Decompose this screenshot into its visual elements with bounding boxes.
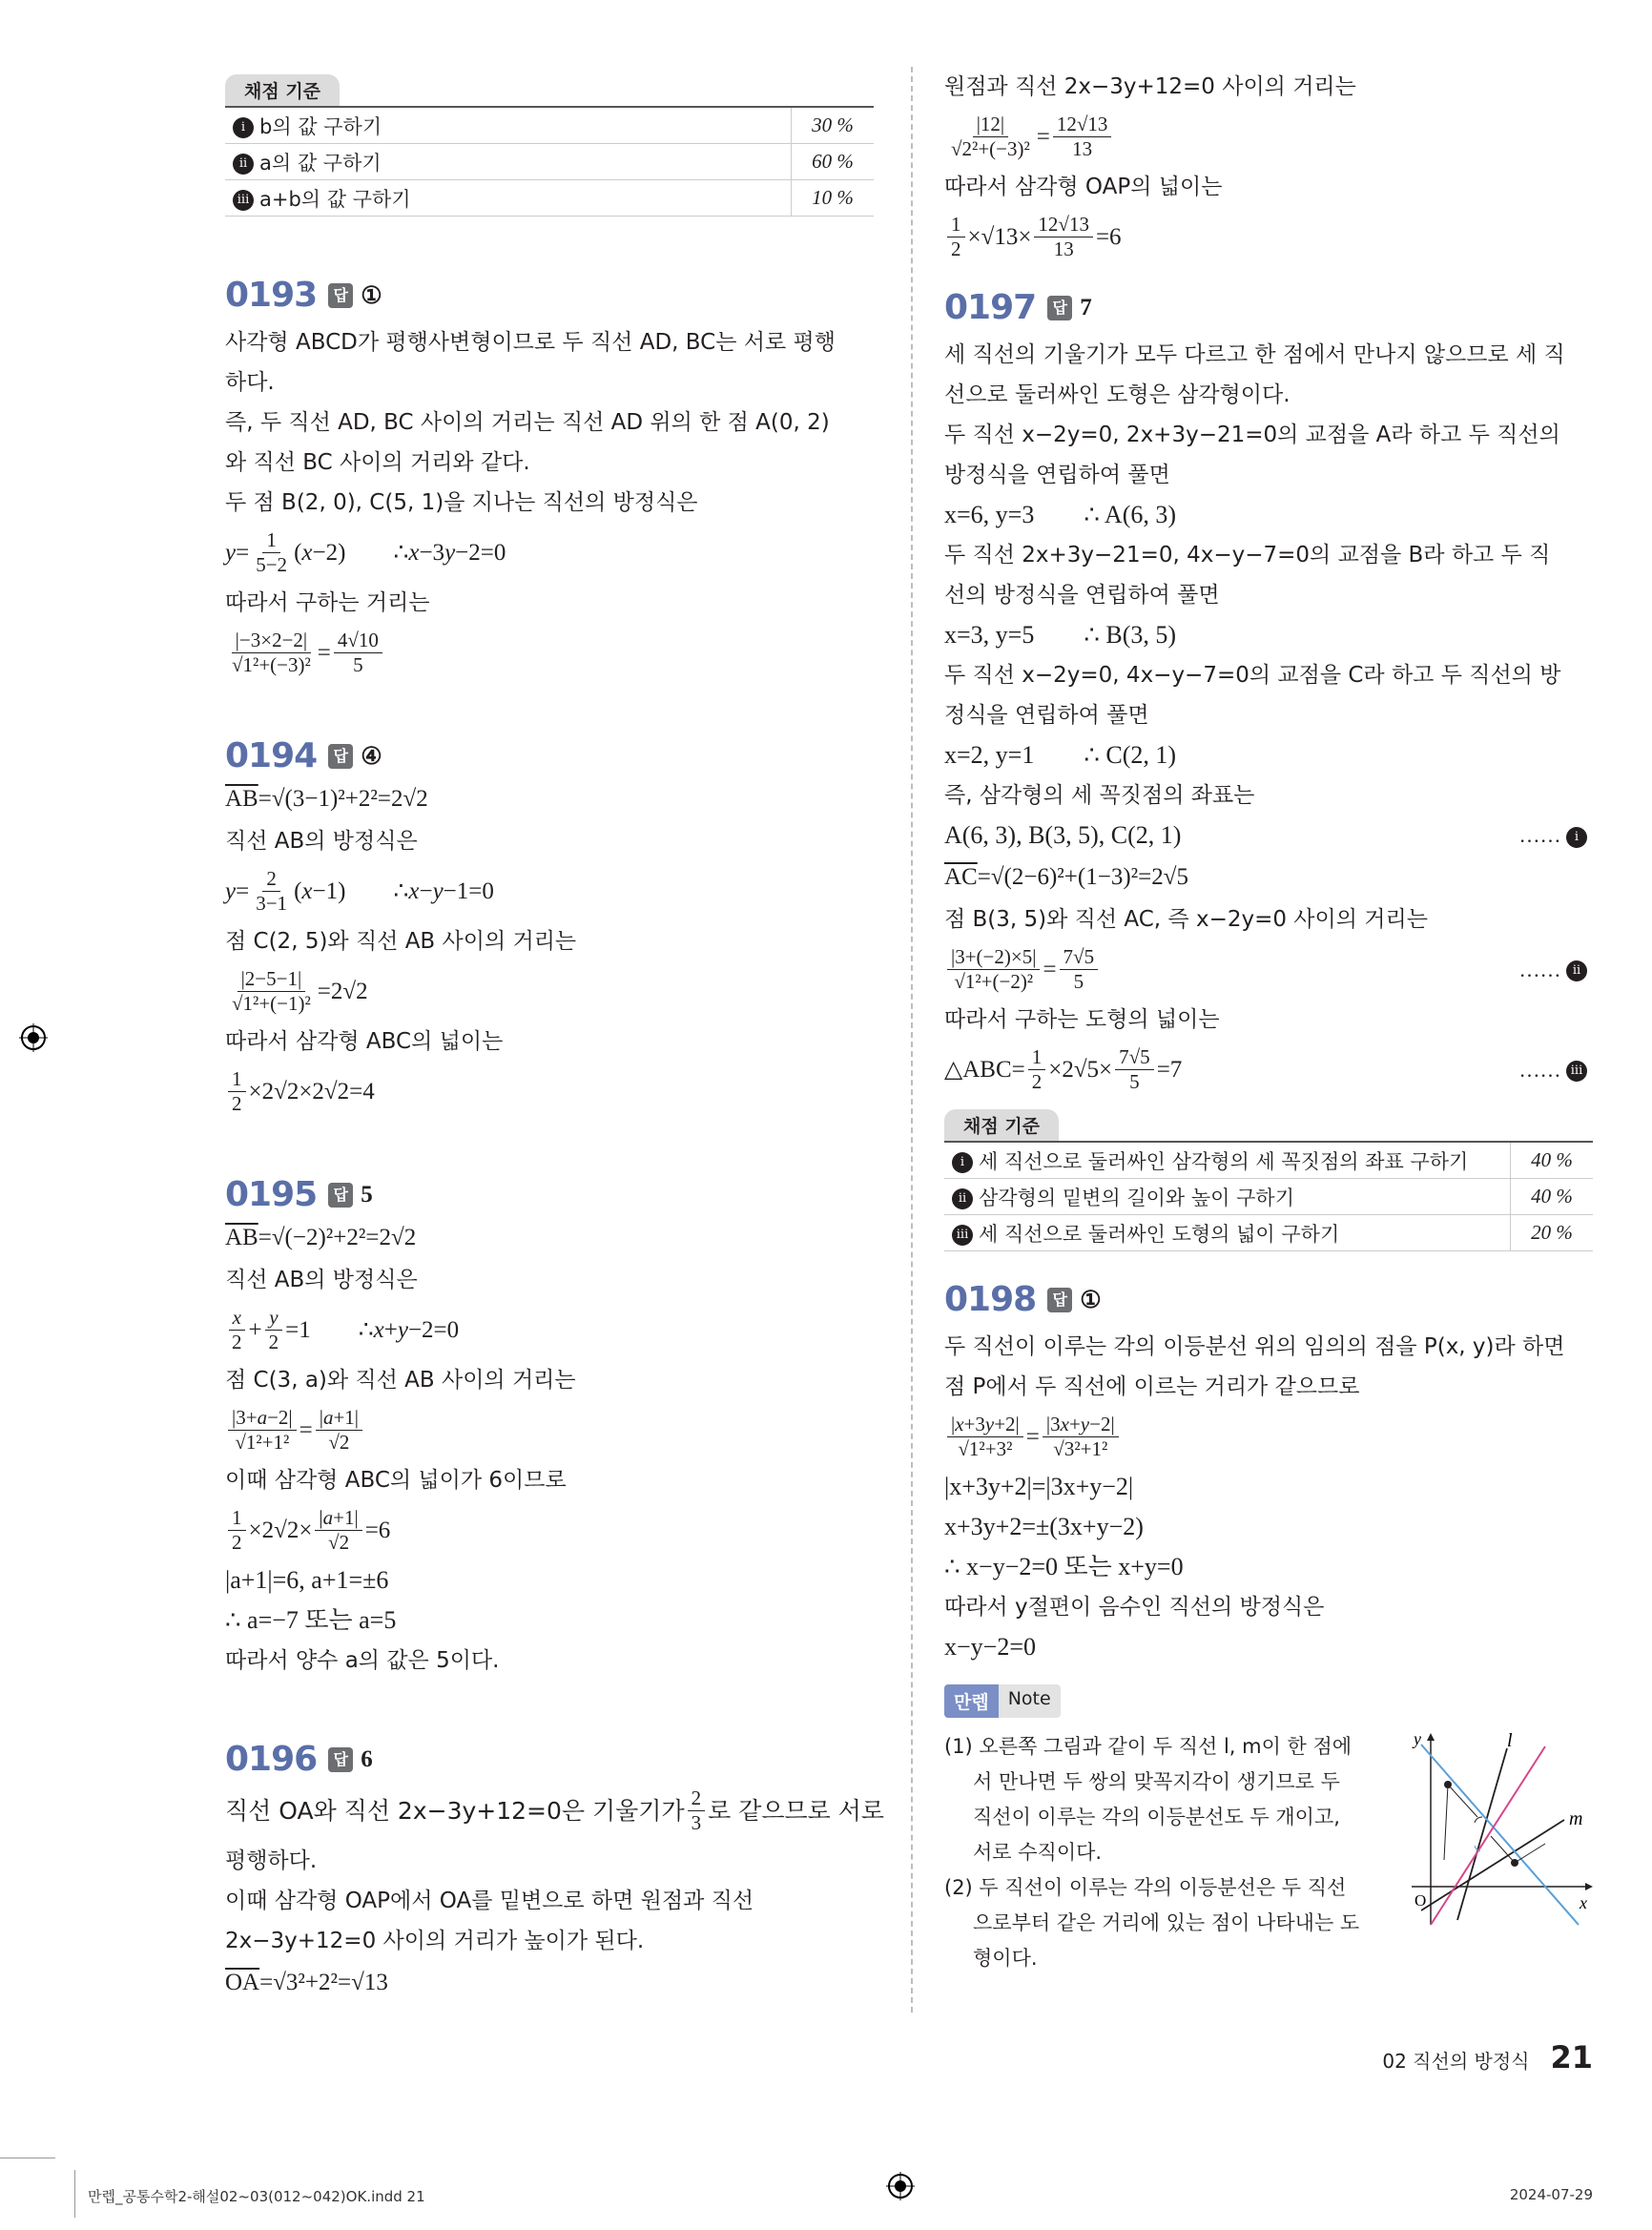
text-line: 즉, 삼각형의 세 꼭짓점의 좌표는 [944, 783, 1255, 808]
answer-value: 6 [361, 1745, 373, 1772]
math-line: $\frac{x}{2}$ + $\frac{y}{2}$ =1 ∴ x + y −2=0 [225, 1306, 874, 1354]
text-line: 방정식을 연립하여 풀면 [944, 463, 1170, 487]
text-line: 평행하다. [225, 1848, 318, 1873]
criterion-text: 삼각형의 밑변의 길이와 높이 구하기 [979, 1186, 1294, 1209]
text-line: 선의 방정식을 연립하여 풀면 [944, 583, 1220, 608]
math-line: $\frac{|-3\times 2-2|}{\text{√1²+(−3)²}}$ = $\frac{4√10}{5}$ [225, 629, 874, 677]
circled-ii-icon: ii [233, 154, 254, 175]
text-line: x=2, y=1 ∴ C(2, 1) [944, 741, 1177, 769]
print-date: 2024-07-29 [1509, 2186, 1593, 2203]
text-line: 따라서 삼각형 OAP의 넓이는 [944, 175, 1223, 199]
text-line: 점 C(3, a)와 직선 AB 사이의 거리는 [225, 1368, 576, 1393]
page-footer [1382, 2039, 1593, 2075]
print-file-info: 만렙_공통수학2-해설02~03(012~042)OK.indd 21 [88, 2188, 425, 2205]
answer-label: 답 [328, 283, 353, 308]
math-line: $\frac{|12|}{\text{√2²+(−3)²}}$ = $\frac{12√13}{13}$ [944, 113, 1593, 161]
math-line: $\frac{|x+3y+2|}{\text{√1²+3²}}$ = $\frac{|3x+y-2|}{\text{√3²+1²}}$ [944, 1413, 1593, 1461]
text-line: 직선 AB의 방정식은 [225, 1268, 418, 1292]
note-tag [944, 1684, 1061, 1718]
dots: …… [1518, 957, 1561, 981]
vertex-coordinates: A(6, 3), B(3, 5), C(2, 1) [944, 821, 1182, 849]
text-line: 즉, 두 직선 AD, BC 사이의 거리는 직선 AD 위의 한 점 A(0, 2) [225, 410, 830, 435]
scoring-table-1 [225, 74, 874, 217]
criterion-pct: 20 % [1511, 1215, 1594, 1251]
problem-header-0196 [225, 1740, 874, 1779]
circled-ii-icon: ii [1566, 960, 1587, 981]
text-line: 따라서 양수 a의 값은 5이다. [225, 1648, 500, 1673]
text-segment: 직선 OA와 직선 2x−3y+12=0은 기울기가 [225, 1796, 685, 1825]
math-line: y = $\frac{1}{5-2}$ ( x −2) ∴ x −3 y −2=0 [225, 528, 506, 576]
math-line: $\overline{AB}$ =√(3−1)²+2²=2√2 [225, 786, 428, 812]
text-line: 사각형 ABCD가 평행사변형이므로 두 직선 AD, BC는 서로 평행 [225, 330, 836, 355]
answer-label: 답 [328, 744, 353, 769]
crop-mark [74, 2170, 75, 2218]
text-line: 따라서 삼각형 ABC의 넓이는 [225, 1029, 504, 1054]
dots: …… [1518, 1057, 1561, 1082]
answer-value: ④ [361, 743, 382, 770]
note-paragraph: (2) 두 직선이 이루는 각의 이등분선은 두 직선으로부터 같은 거리에 있는 점이 나타내는 도형이다. [944, 1876, 1360, 1970]
answer-label: 답 [328, 1747, 353, 1772]
math-line: $\overline{OA}$ =√3²+2²=√13 [225, 1970, 388, 1995]
math-line: △ABC= $\frac{1}{2}$ ×2√5× $\frac{7√5}{5}$ =7 …… iii [944, 1045, 1593, 1094]
math-line: 직선 OA와 직선 2x−3y+12=0은 기울기가 $\frac{2}{3}$ 로 같으므로 서로 [225, 1786, 885, 1834]
table-row [225, 107, 874, 144]
text-line: 따라서 구하는 거리는 [225, 590, 430, 615]
criterion-text: b의 값 구하기 [259, 114, 382, 138]
answer-value: 5 [361, 1181, 373, 1208]
text-line: 직선 AB의 방정식은 [225, 829, 418, 854]
problem-header-0193 [225, 276, 874, 315]
criterion-text: 세 직선으로 둘러싸인 도형의 넓이 구하기 [979, 1222, 1340, 1246]
column-divider [911, 67, 913, 2013]
text-line: 두 직선 x−2y=0, 2x+3y−21=0의 교점을 A라 하고 두 직선의 [944, 423, 1560, 447]
registration-mark-bottom [886, 2172, 915, 2200]
origin-label: O [1415, 1891, 1427, 1910]
problem-number: 0198 [944, 1280, 1037, 1319]
text-segment: 로 같으므로 서로 [708, 1796, 885, 1825]
math-line: y = $\frac{2}{3-1}$ ( x −1) ∴ x − y −1=0 [225, 867, 494, 915]
scoring-title: 채점 기준 [944, 1109, 1059, 1141]
criterion-pct: 60 % [792, 144, 875, 180]
criterion-text: a+b의 값 구하기 [259, 187, 411, 211]
angle-bisector-figure [1402, 1729, 1593, 1930]
answer-value: ① [361, 282, 382, 309]
problem-header-0194 [225, 736, 874, 775]
note-tag-label: Note [999, 1684, 1061, 1718]
text-line: 두 직선 x−2y=0, 4x−y−7=0의 교점을 C라 하고 두 직선의 방 [944, 663, 1561, 688]
answer-label: 답 [1047, 1288, 1072, 1312]
text-line: 두 점 B(2, 0), C(5, 1)을 지나는 직선의 방정식은 [225, 490, 698, 515]
criterion-pct: 40 % [1511, 1179, 1594, 1215]
text-line: x−y−2=0 [944, 1633, 1036, 1661]
text-line: 원점과 직선 2x−3y+12=0 사이의 거리는 [944, 74, 1356, 99]
text-line: |a+1|=6, a+1=±6 [225, 1566, 389, 1594]
answer-label: 답 [328, 1183, 353, 1208]
answer-label: 답 [1047, 296, 1072, 320]
y-axis-label: y [1414, 1729, 1421, 1748]
math-line: $\frac{1}{2}$ ×2√2×2√2=4 [225, 1067, 874, 1116]
text-line: 따라서 구하는 도형의 넓이는 [944, 1007, 1220, 1032]
note-box [944, 1729, 1593, 1976]
text-line: 두 직선 2x+3y−21=0, 4x−y−7=0의 교점을 B라 하고 두 직 [944, 543, 1551, 568]
left-column [225, 67, 885, 2005]
problem-header-0197 [944, 288, 1593, 327]
line-l-label: l [1507, 1730, 1513, 1751]
page-number: 21 [1550, 2039, 1593, 2075]
x-axis-label: x [1580, 1893, 1587, 1912]
text-line: x+3y+2=±(3x+y−2) [944, 1513, 1144, 1540]
table-row [944, 1179, 1593, 1215]
math-line: $\overline{AC}$ =√(2−6)²+(1−3)²=2√5 [944, 864, 1188, 890]
math-line: $\frac{1}{2}$ ×2√2× $\frac{|a+1|}{√2}$ =6 [225, 1506, 874, 1555]
circled-iii-icon: iii [233, 190, 254, 211]
table-row [225, 180, 874, 217]
problem-number: 0193 [225, 276, 318, 315]
note-paragraph: (1) 오른쪽 그림과 같이 두 직선 l, m이 한 점에서 만나면 두 쌍의 맞꼭지각이 생기므로 두 직선이 이루는 각의 이등분선도 두 개이고, 서로 수직이다. [944, 1735, 1353, 1864]
circled-iii-icon: iii [952, 1225, 973, 1246]
text-line: 점 B(3, 5)와 직선 AC, 즉 x−2y=0 사이의 거리는 [944, 907, 1428, 932]
right-column [944, 67, 1593, 1976]
problem-number: 0196 [225, 1740, 318, 1779]
problem-header-0198 [944, 1280, 1593, 1319]
criterion-text: 세 직선으로 둘러싸인 삼각형의 세 꼭짓점의 좌표 구하기 [979, 1149, 1469, 1173]
criterion-text: a의 값 구하기 [259, 151, 382, 175]
text-line: 두 직선이 이루는 각의 이등분선 위의 임의의 점을 P(x, y)라 하면 [944, 1334, 1565, 1359]
text-line: 이때 삼각형 OAP에서 OA를 밑변으로 하면 원점과 직선 [225, 1889, 754, 1913]
text-line: ∴ x−y−2=0 또는 x+y=0 [944, 1553, 1184, 1580]
dots: …… [1518, 823, 1561, 847]
math-line: $\frac{|3+(-2)\times 5|}{\text{√1²+(−2)²}}$ = $\frac{7√5}{5}$ …… ii [944, 945, 1593, 994]
criterion-pct: 30 % [792, 107, 875, 144]
section-title: 02 직선의 방정식 [1382, 2050, 1530, 2073]
circled-i-icon: i [952, 1152, 973, 1173]
text-line: 하다. [225, 370, 275, 395]
text-line: |x+3y+2|=|3x+y−2| [944, 1473, 1134, 1500]
circled-ii-icon: ii [952, 1188, 973, 1209]
text-line [944, 816, 1593, 856]
scoring-title: 채점 기준 [225, 74, 340, 106]
circled-iii-icon: iii [1566, 1061, 1587, 1082]
problem-number: 0197 [944, 288, 1037, 327]
table-row [944, 1215, 1593, 1251]
text-line: 점 C(2, 5)와 직선 AB 사이의 거리는 [225, 929, 577, 954]
text-line: 선으로 둘러싸인 도형은 삼각형이다. [944, 382, 1291, 407]
problem-number: 0194 [225, 736, 318, 775]
math-line: $\frac{|2-5-1|}{\text{√1²+(−1)²}}$ =2√2 [232, 967, 368, 1015]
table-row [225, 144, 874, 180]
answer-value: ① [1080, 1287, 1102, 1313]
registration-mark-left [19, 1023, 48, 1052]
text-line: x=6, y=3 ∴ A(6, 3) [944, 501, 1177, 528]
note-tag-brand: 만렙 [944, 1684, 999, 1718]
text-line: 이때 삼각형 ABC의 넓이가 6이므로 [225, 1468, 567, 1493]
line-m-label: m [1569, 1808, 1583, 1829]
problem-number: 0195 [225, 1175, 318, 1214]
circled-i-icon: i [1566, 827, 1587, 848]
text-line: ∴ a=−7 또는 a=5 [225, 1606, 397, 1634]
scoring-table-2 [944, 1109, 1593, 1251]
answer-value: 7 [1080, 294, 1092, 320]
math-line: $\frac{|3+a-2|}{\text{√1²+1²}}$ = $\frac{|a+1|}{√2}$ [225, 1406, 874, 1455]
criterion-pct: 10 % [792, 180, 875, 217]
text-line: x=3, y=5 ∴ B(3, 5) [944, 621, 1177, 649]
table-row [944, 1142, 1593, 1179]
problem-header-0195 [225, 1175, 874, 1214]
text-line: 따라서 y절편이 음수인 직선의 방정식은 [944, 1595, 1325, 1620]
text-line: 세 직선의 기울기가 모두 다르고 한 점에서 만나지 않으므로 세 직 [944, 342, 1565, 367]
criterion-pct: 40 % [1511, 1142, 1594, 1179]
circled-i-icon: i [233, 117, 254, 138]
text-line: 점 P에서 두 직선에 이르는 거리가 같으므로 [944, 1374, 1360, 1399]
text-line: 와 직선 BC 사이의 거리와 같다. [225, 450, 530, 475]
text-line: 정식을 연립하여 풀면 [944, 703, 1149, 728]
text-line: 2x−3y+12=0 사이의 거리가 높이가 된다. [225, 1929, 645, 1953]
math-line: $\overline{AB}$ =√(−2)²+2²=2√2 [225, 1225, 417, 1250]
math-line: $\frac{1}{2}$ ×√13× $\frac{12√13}{13}$ =6 [944, 213, 1593, 261]
